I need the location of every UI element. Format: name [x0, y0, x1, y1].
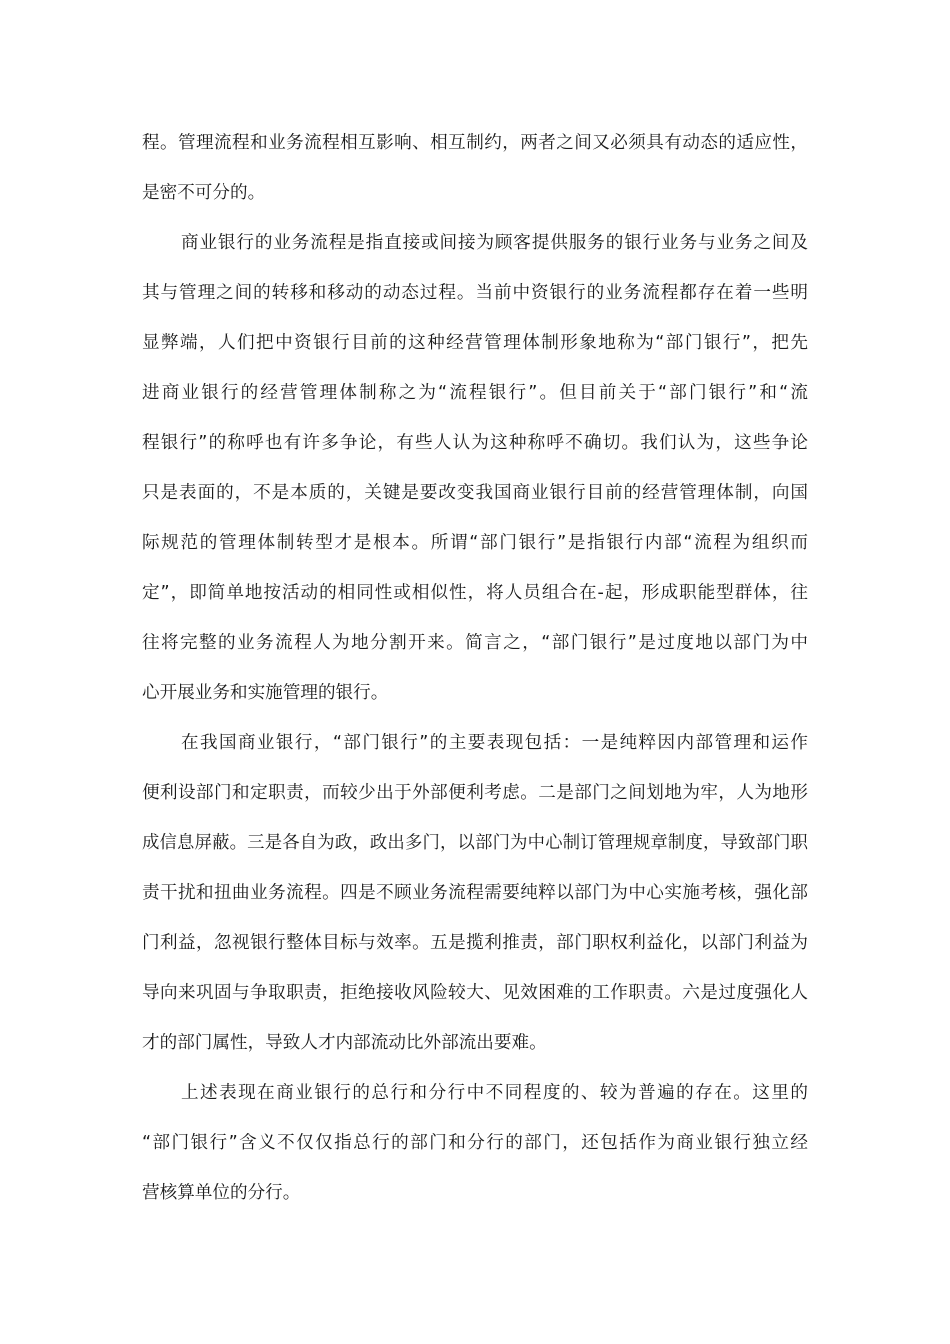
text-line: “部门银行”含义不仅仅指总行的部门和分行的部门，还包括作为商业银行独立经 — [142, 1133, 808, 1153]
text-line: 心开展业务和实施管理的银行。 — [142, 683, 389, 703]
text-line: 是密不可分的。 — [142, 183, 266, 203]
text-line: 际规范的管理体制转型才是根本。所谓“部门银行”是指银行内部“流程为组织而 — [142, 533, 808, 553]
text-line: 责干扰和扭曲业务流程。四是不顾业务流程需要纯粹以部门为中心实施考核，强化部 — [142, 883, 808, 903]
text-line: 成信息屏蔽。三是各自为政，政出多门，以部门为中心制订管理规章制度，导致部门职 — [142, 833, 808, 853]
text-line: 往将完整的业务流程人为地分割开来。简言之，“部门银行”是过度地以部门为中 — [142, 633, 808, 653]
text-line: 程银行”的称呼也有许多争论，有些人认为这种称呼不确切。我们认为，这些争论 — [142, 433, 808, 453]
text-line: 只是表面的，不是本质的，关键是要改变我国商业银行目前的经营管理体制，向国 — [142, 483, 808, 503]
text-line: 进商业银行的经营管理体制称之为“流程银行”。但目前关于“部门银行”和“流 — [142, 383, 808, 403]
text-line: 导向来巩固与争取职责，拒绝接收风险较大、见效困难的工作职责。六是过度强化人 — [142, 983, 808, 1003]
text-line: 其与管理之间的转移和移动的动态过程。当前中资银行的业务流程都存在着一些明 — [142, 283, 808, 303]
text-line: 才的部门属性，导致人才内部流动比外部流出要难。 — [142, 1033, 547, 1053]
text-line: 显弊端，人们把中资银行目前的这种经营管理体制形象地称为“部门银行”，把先 — [142, 333, 808, 353]
text-line: 营核算单位的分行。 — [142, 1183, 301, 1203]
text-line: 程。管理流程和业务流程相互影响、相互制约，两者之间又必须具有动态的适应性， — [142, 133, 808, 153]
text-line: 门利益，忽视银行整体目标与效率。五是揽利推责，部门职权利益化，以部门利益为 — [142, 933, 808, 953]
text-line: 上述表现在商业银行的总行和分行中不同程度的、较为普遍的存在。这里的 — [181, 1083, 808, 1103]
text-line: 在我国商业银行，“部门银行”的主要表现包括：一是纯粹因内部管理和运作 — [181, 733, 808, 753]
text-line: 商业银行的业务流程是指直接或间接为顾客提供服务的银行业务与业务之间及 — [181, 233, 808, 253]
text-line: 便利设部门和定职责，而较少出于外部便利考虑。二是部门之间划地为牢，人为地形 — [142, 783, 808, 803]
text-line: 定”，即简单地按活动的相同性或相似性，将人员组合在-起，形成职能型群体，往 — [142, 583, 808, 603]
